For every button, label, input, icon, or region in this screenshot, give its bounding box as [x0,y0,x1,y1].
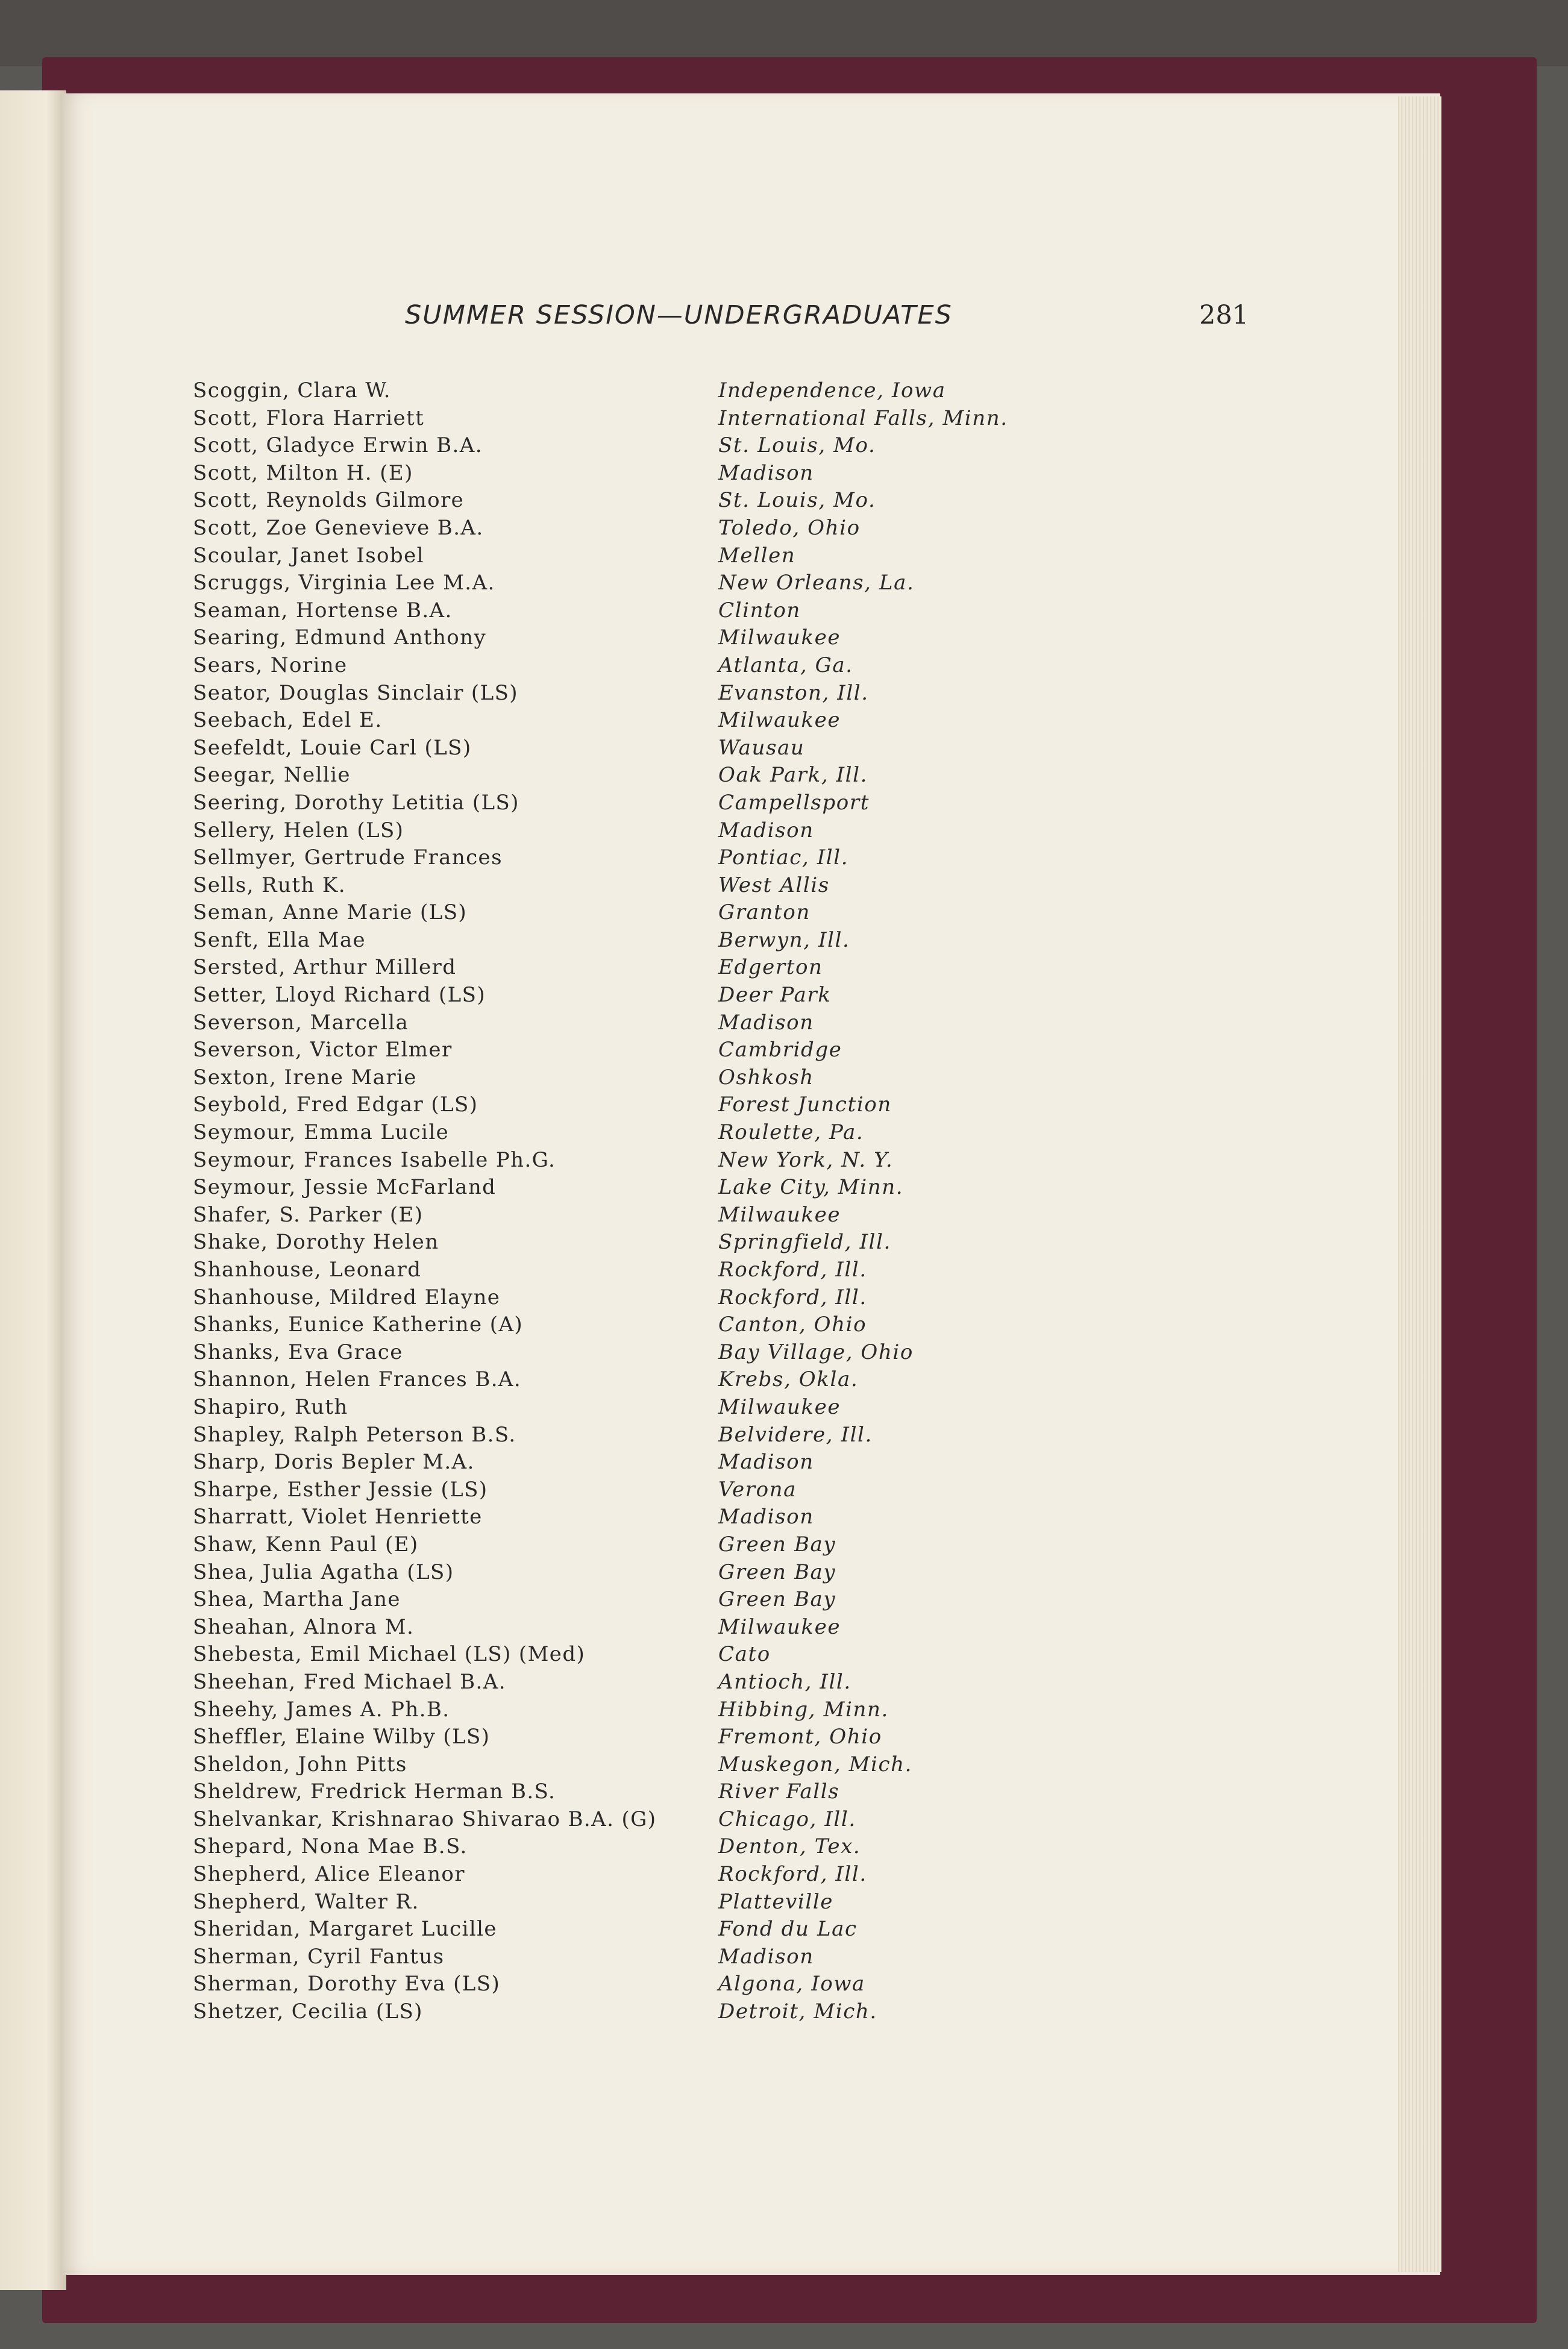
page-block-edges [1398,96,1441,2272]
hometown: Madison [718,1010,814,1035]
hometown: Cambridge [718,1038,842,1062]
list-item [193,1752,1338,1780]
student-name: Sheridan, Margaret Lucille [193,1917,497,1942]
hometown: Roulette, Pa. [718,1120,864,1145]
student-name: Scott, Gladyce Erwin B.A. [193,433,483,458]
list-item [193,1698,1338,1725]
hometown: New Orleans, La. [718,571,915,595]
list-item [193,1093,1338,1120]
list-item [193,818,1338,846]
student-name: Sheehan, Fred Michael B.A. [193,1669,506,1694]
hometown: Wausau [718,735,805,760]
list-item [193,1862,1338,1890]
list-item [193,708,1338,736]
student-name: Shebesta, Emil Michael (LS) (Med) [193,1642,586,1667]
student-name: Shepard, Nona Mae B.S. [193,1834,468,1859]
list-item [193,1972,1338,1999]
hometown: Oshkosh [718,1065,814,1090]
hometown: St. Louis, Mo. [718,488,876,513]
student-name: Setter, Lloyd Richard (LS) [193,983,486,1008]
hometown: Oak Park, Ill. [718,763,868,788]
student-name: Seymour, Frances Isabelle Ph.G. [193,1147,556,1172]
hometown: Rockford, Ill. [718,1285,867,1309]
list-item [193,955,1338,983]
hometown: Madison [718,1944,814,1969]
hometown: Milwaukee [718,1202,841,1227]
student-name: Sheahan, Alnora M. [193,1614,415,1639]
student-name: Scott, Milton H. (E) [193,460,413,485]
list-item [193,1615,1338,1643]
scan-background [0,0,1568,66]
student-name: Sellery, Helen (LS) [193,818,404,842]
student-name: Seator, Douglas Sinclair (LS) [193,680,518,705]
hometown: Forest Junction [718,1093,892,1117]
list-item [193,653,1338,681]
hometown: Fremont, Ohio [718,1725,882,1749]
hometown: Mellen [718,543,796,568]
hometown: Springfield, Ill. [718,1230,891,1255]
student-name: Sellmyer, Gertrude Frances [193,845,503,870]
list-item [193,1230,1338,1258]
hometown: Rockford, Ill. [718,1862,867,1887]
student-name: Shea, Julia Agatha (LS) [193,1560,454,1584]
list-item [193,1065,1338,1093]
running-head [193,300,1247,336]
list-item [193,406,1338,434]
student-name: Seybold, Fred Edgar (LS) [193,1093,478,1117]
list-item [193,1395,1338,1423]
student-name: Shanks, Eunice Katherine (A) [193,1312,524,1337]
list-item [193,544,1338,571]
list-item [193,1175,1338,1203]
list-item [193,1478,1338,1505]
hometown: New York, N. Y. [718,1147,894,1172]
list-item [193,1890,1338,1918]
list-item [193,1917,1338,1945]
list-item [193,1340,1338,1368]
student-name: Sheffler, Elaine Wilby (LS) [193,1725,491,1749]
hometown: Pontiac, Ill. [718,845,849,870]
list-item [193,1532,1338,1560]
page-title: SUMMER SESSION—UNDERGRADUATES [405,300,953,330]
student-name: Sears, Norine [193,653,348,677]
list-item [193,1011,1338,1038]
hometown: Toledo, Ohio [718,515,861,540]
hometown: Milwaukee [718,1394,841,1419]
list-item [193,571,1338,598]
hometown: Platteville [718,1889,834,1914]
hometown: Madison [718,1505,814,1529]
hometown: International Falls, Minn. [718,406,1008,430]
list-item [193,928,1338,956]
hometown: Campellsport [718,790,870,815]
list-item [193,1505,1338,1532]
hometown: Clinton [718,598,801,623]
student-name: Scott, Zoe Genevieve B.A. [193,515,484,540]
student-name: Shake, Dorothy Helen [193,1230,439,1255]
list-item [193,900,1338,928]
hometown: Milwaukee [718,626,841,650]
list-item [193,626,1338,653]
student-name: Sells, Ruth K. [193,873,346,897]
student-name: Seaman, Hortense B.A. [193,598,453,623]
hometown: Denton, Tex. [718,1834,861,1859]
list-item [193,1450,1338,1478]
directory-list [193,378,1338,2027]
hometown: Edgerton [718,955,823,980]
hometown: Granton [718,900,811,925]
student-name: Shapiro, Ruth [193,1394,348,1419]
list-item [193,1312,1338,1340]
hometown: Detroit, Mich. [718,1999,877,2024]
student-name: Sersted, Arthur Millerd [193,955,457,980]
student-name: Sheldrew, Fredrick Herman B.S. [193,1780,556,1804]
student-name: Sheehy, James A. Ph.B. [193,1697,450,1722]
list-item [193,1587,1338,1615]
list-item [193,598,1338,626]
list-item [193,1367,1338,1395]
list-item [193,1203,1338,1231]
student-name: Shannon, Helen Frances B.A. [193,1367,522,1392]
list-item [193,1642,1338,1670]
hometown: Belvidere, Ill. [718,1422,873,1447]
student-name: Scott, Flora Harriett [193,406,425,430]
hometown: Bay Village, Ohio [718,1340,914,1364]
list-item [193,1148,1338,1176]
student-name: Shepherd, Alice Eleanor [193,1862,465,1887]
list-item [193,1120,1338,1148]
student-name: Scoggin, Clara W. [193,378,391,403]
hometown: Independence, Iowa [718,378,946,403]
list-item [193,1285,1338,1313]
hometown: Evanston, Ill. [718,680,869,705]
student-name: Scott, Reynolds Gilmore [193,488,465,513]
list-item [193,488,1338,516]
hometown: Verona [718,1477,797,1502]
hometown: Canton, Ohio [718,1312,867,1337]
student-name: Seering, Dorothy Letitia (LS) [193,790,519,815]
student-name: Shafer, S. Parker (E) [193,1202,424,1227]
student-name: Sherman, Cyril Fantus [193,1944,445,1969]
hometown: Deer Park [718,983,832,1008]
student-name: Shetzer, Cecilia (LS) [193,1999,423,2024]
list-item [193,873,1338,901]
student-name: Sharratt, Violet Henriette [193,1505,483,1529]
student-name: Shepherd, Walter R. [193,1889,419,1914]
list-item [193,461,1338,489]
list-item [193,1670,1338,1698]
list-item [193,1258,1338,1285]
hometown: Algona, Iowa [718,1972,865,1996]
hometown: Chicago, Ill. [718,1807,856,1831]
hometown: Atlanta, Ga. [718,653,853,677]
student-name: Seefeldt, Louie Carl (LS) [193,735,472,760]
hometown: Green Bay [718,1587,836,1612]
student-name: Searing, Edmund Anthony [193,626,487,650]
student-name: Sharp, Doris Bepler M.A. [193,1450,475,1475]
list-item [193,1560,1338,1588]
hometown: Berwyn, Ill. [718,927,850,952]
student-name: Seymour, Jessie McFarland [193,1175,497,1200]
list-item [193,763,1338,791]
student-name: Sexton, Irene Marie [193,1065,417,1090]
hometown: Lake City, Minn. [718,1175,904,1200]
student-name: Severson, Marcella [193,1010,409,1035]
student-name: Sheldon, John Pitts [193,1752,407,1777]
hometown: Milwaukee [718,1614,841,1639]
student-name: Shanhouse, Mildred Elayne [193,1285,501,1309]
student-name: Severson, Victor Elmer [193,1038,453,1062]
student-name: Shelvankar, Krishnarao Shivarao B.A. (G) [193,1807,657,1831]
hometown: Muskegon, Mich. [718,1752,913,1777]
hometown: Madison [718,1450,814,1475]
hometown: Madison [718,460,814,485]
list-item [193,1780,1338,1807]
hometown: Green Bay [718,1560,836,1584]
hometown: Milwaukee [718,708,841,733]
list-item [193,1807,1338,1835]
student-name: Seegar, Nellie [193,763,351,788]
list-item [193,983,1338,1011]
facing-page-edge [0,90,66,2290]
page-number: 281 [1199,300,1249,330]
student-name: Seebach, Edel E. [193,708,383,733]
hometown: St. Louis, Mo. [718,433,876,458]
student-name: Scoular, Janet Isobel [193,543,424,568]
student-name: Shaw, Kenn Paul (E) [193,1532,419,1557]
hometown: Antioch, Ill. [718,1669,851,1694]
list-item [193,681,1338,709]
hometown: Krebs, Okla. [718,1367,859,1392]
list-item [193,736,1338,764]
student-name: Shanks, Eva Grace [193,1340,403,1364]
student-name: Senft, Ella Mae [193,927,366,952]
list-item [193,433,1338,461]
hometown: Cato [718,1642,771,1667]
student-name: Shapley, Ralph Peterson B.S. [193,1422,516,1447]
list-item [193,516,1338,544]
hometown: Rockford, Ill. [718,1258,867,1282]
list-item [193,1999,1338,2027]
hometown: Green Bay [718,1532,836,1557]
hometown: West Allis [718,873,830,897]
list-item [193,1038,1338,1065]
list-item [193,1834,1338,1862]
list-item [193,1423,1338,1450]
hometown: Madison [718,818,814,842]
hometown: Fond du Lac [718,1917,858,1942]
list-item [193,845,1338,873]
list-item [193,378,1338,406]
student-name: Seman, Anne Marie (LS) [193,900,468,925]
student-name: Shea, Martha Jane [193,1587,401,1612]
list-item [193,791,1338,818]
list-item [193,1945,1338,1972]
student-name: Shanhouse, Leonard [193,1258,422,1282]
student-name: Sharpe, Esther Jessie (LS) [193,1477,488,1502]
hometown: Hibbing, Minn. [718,1697,889,1722]
student-name: Sherman, Dorothy Eva (LS) [193,1972,501,1996]
hometown: River Falls [718,1780,840,1804]
student-name: Seymour, Emma Lucile [193,1120,450,1145]
list-item [193,1725,1338,1752]
student-name: Scruggs, Virginia Lee M.A. [193,571,495,595]
